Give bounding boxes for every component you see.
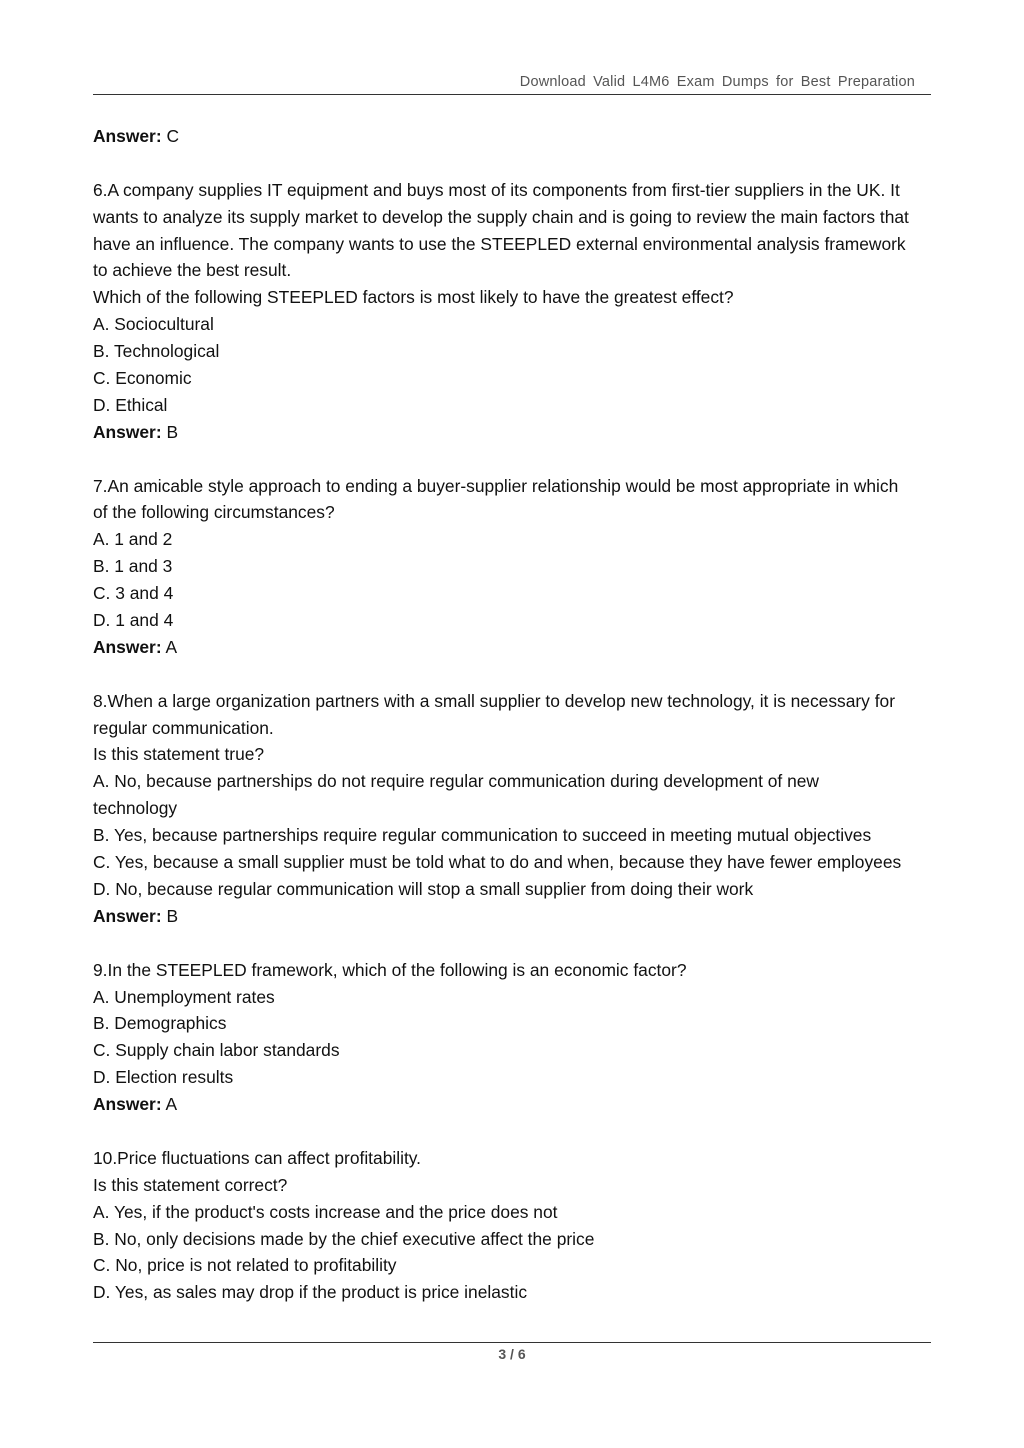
answer-option: D. Election results <box>93 1067 234 1088</box>
answer-option: C. Economic <box>93 368 192 389</box>
answer-option: C. 3 and 4 <box>93 583 174 604</box>
answer-label: Answer: <box>93 126 162 146</box>
question-stem-line: 8.When a large organization partners with a small supplier to develop new technology, it is necessary for <box>93 690 895 711</box>
question-block <box>93 473 933 661</box>
answer-value: B <box>166 905 179 926</box>
answer-option: C. Supply chain labor standards <box>93 1040 340 1061</box>
answer-line <box>93 903 933 930</box>
answer-value: A <box>165 636 178 657</box>
answer-line <box>93 634 933 661</box>
answer-label: Answer: <box>93 421 162 442</box>
answer-value: B <box>166 421 179 442</box>
page-header <box>93 72 931 95</box>
answer-option: D. No, because regular communication will stop a small supplier from doing their work <box>93 878 754 899</box>
answer-option: B. Demographics <box>93 1013 227 1034</box>
question-stem-line: Is this statement true? <box>93 744 265 765</box>
answer-option: B. No, only decisions made by the chief executive affect the price <box>93 1228 595 1249</box>
answer-option: D. Yes, as sales may drop if the product is price inelastic <box>93 1282 528 1303</box>
answer-line <box>93 1091 933 1118</box>
question-stem-line: wants to analyze its supply market to develop the supply chain and is going to review the main factors that <box>93 206 909 227</box>
question-stem-line: regular communication. <box>93 717 274 738</box>
question-stem-line: Which of the following STEEPLED factors is most likely to have the greatest effect? <box>93 287 734 308</box>
question-stem-line: 7.An amicable style approach to ending a buyer-supplier relationship would be most appropriate in which <box>93 475 899 496</box>
answer-option: A. 1 and 2 <box>93 529 173 550</box>
answer-value: C <box>166 126 180 146</box>
answer-value: A <box>165 1094 178 1115</box>
question-stem-line: 6.A company supplies IT equipment and buys most of its components from first-tier suppliers in the UK. It <box>93 179 900 200</box>
answer-option: C. No, price is not related to profitability <box>93 1255 397 1276</box>
answer-option: A. No, because partnerships do not require regular communication during development of new <box>93 771 819 792</box>
footer-divider <box>93 1342 931 1343</box>
question-stem-line: 9.In the STEEPLED framework, which of the following is an economic factor? <box>93 959 687 980</box>
question-stem-line: 10.Price fluctuations can affect profitability. <box>93 1147 422 1168</box>
header-text: Download Valid L4M6 Exam Dumps for Best Preparation <box>519 74 915 90</box>
question-block <box>93 957 933 1118</box>
answer-line <box>93 419 933 446</box>
question-stem-line: of the following circumstances? <box>93 502 335 523</box>
answer-option: A. Unemployment rates <box>93 986 275 1007</box>
question-stem-line: have an influence. The company wants to use the STEEPLED external environmental analysis framework <box>93 233 906 254</box>
answer-option: A. Sociocultural <box>93 314 214 335</box>
answer-option: technology <box>93 798 178 819</box>
answer-line <box>93 123 933 150</box>
question-stem-line: Is this statement correct? <box>93 1174 288 1195</box>
page-content <box>93 123 933 1306</box>
question-stem-line: to achieve the best result. <box>93 260 292 281</box>
question-block <box>93 688 933 930</box>
answer-option: B. Yes, because partnerships require regular communication to succeed in meeting mutual objectives <box>93 825 872 846</box>
question-block <box>93 1145 933 1306</box>
answer-label: Answer: <box>93 636 162 657</box>
question-block <box>93 177 933 446</box>
answer-option: A. Yes, if the product's costs increase and the price does not <box>93 1201 558 1222</box>
answer-option: D. Ethical <box>93 394 168 415</box>
answer-label: Answer: <box>93 905 162 926</box>
page-number: 3 / 6 <box>498 1346 526 1362</box>
answer-option: B. Technological <box>93 341 220 362</box>
answer-option: B. 1 and 3 <box>93 556 173 577</box>
answer-label: Answer: <box>93 1094 162 1115</box>
answer-option: D. 1 and 4 <box>93 610 174 631</box>
answer-option: C. Yes, because a small supplier must be told what to do and when, because they have fewer employees <box>93 852 902 873</box>
